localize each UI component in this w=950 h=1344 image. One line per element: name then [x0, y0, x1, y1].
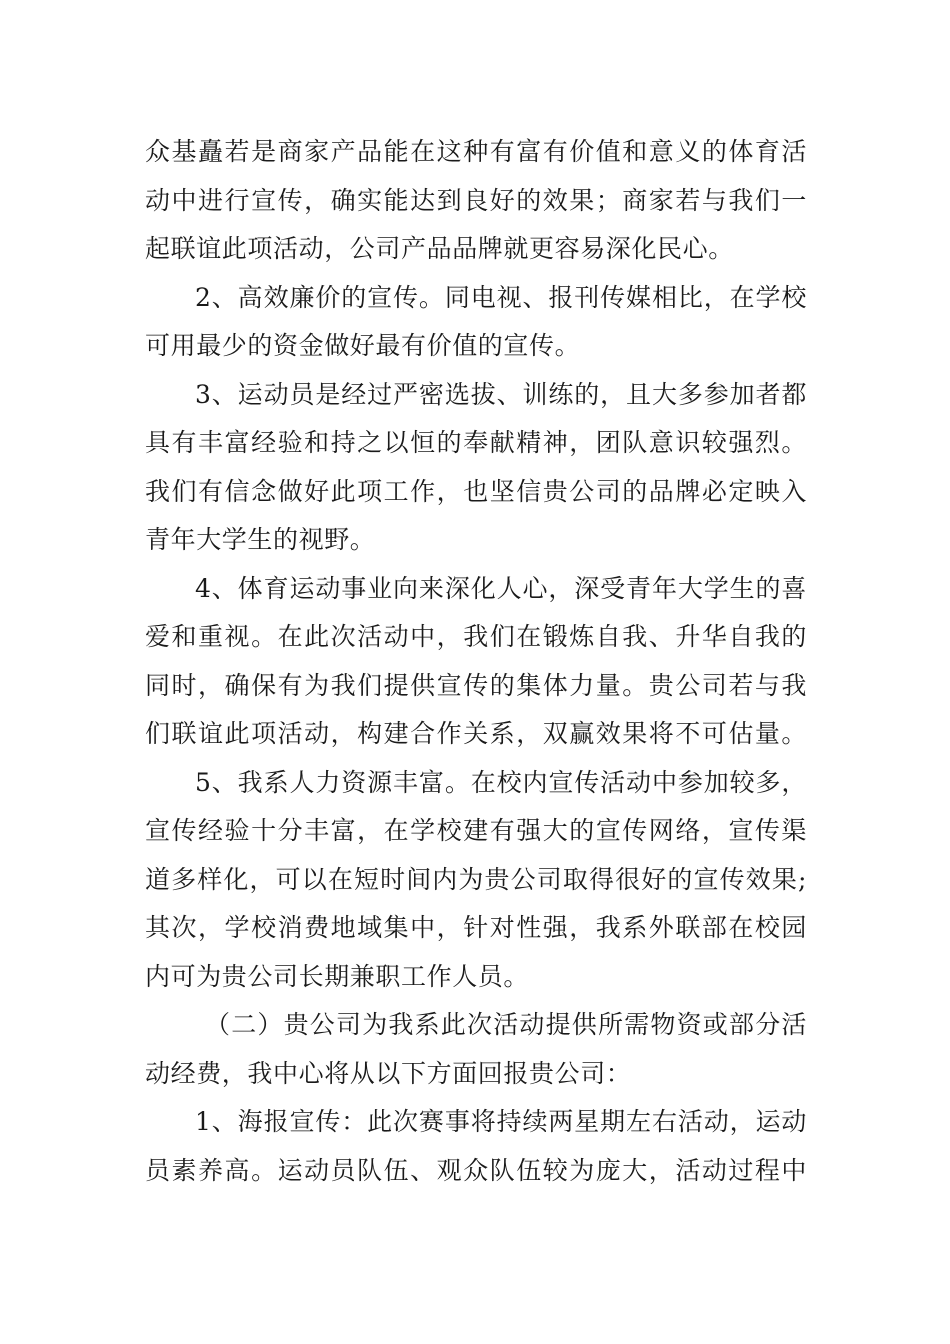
text-line: 青年大学生的视野。	[145, 525, 376, 554]
text-line: 动中进行宣传，确实能达到良好的效果；商家若与我们一	[145, 185, 807, 215]
text-line: 员素养高。运动员队伍、观众队伍较为庞大，活动过程中	[145, 1155, 807, 1185]
paragraph-first-line: 1、海报宣传：此次赛事将持续两星期左右活动，运动	[195, 1107, 807, 1136]
text-line: 道多样化，可以在短时间内为贵公司取得很好的宣传效果;	[145, 864, 807, 894]
text-line: 宣传经验十分丰富，在学校建有强大的宣传网络，宣传渠	[145, 816, 807, 845]
text-line: 同时，确保有为我们提供宣传的集体力量。贵公司若与我	[145, 670, 807, 700]
text-line: 可用最少的资金做好最有价值的宣传。	[145, 331, 581, 360]
section-heading-line: （二）贵公司为我系此次活动提供所需物资或部分活	[205, 1010, 807, 1039]
text-line: 起联谊此项活动，公司产品品牌就更容易深化民心。	[145, 234, 734, 263]
text-line: 我们有信念做好此项工作，也坚信贵公司的品牌必定映入	[145, 476, 807, 506]
text-line: 动经费，我中心将从以下方面回报贵公司：	[145, 1058, 632, 1088]
text-line: 其次，学校消费地域集中，针对性强，我系外联部在校园	[145, 913, 807, 942]
paragraph-first-line: 5、我系人力资源丰富。在校内宣传活动中参加较多，	[195, 767, 807, 797]
document-body	[145, 128, 807, 1195]
text-line: 内可为贵公司长期兼职工作人员。	[145, 961, 530, 991]
text-line: 具有丰富经验和持之以恒的奉献精神，团队意识较强烈。	[145, 428, 807, 457]
paragraph-first-line: 4、体育运动事业向来深化人心，深受青年大学生的喜	[195, 573, 807, 603]
text-line: 众基矗若是商家产品能在这种有富有价值和意义的体育活	[145, 137, 807, 166]
text-line: 爱和重视。在此次活动中，我们在锻炼自我、升华自我的	[145, 622, 807, 651]
text-line: 们联谊此项活动，构建合作关系，双赢效果将不可估量。	[145, 719, 807, 748]
paragraph-first-line: 3、运动员是经过严密选拔、训练的，且大多参加者都	[195, 379, 807, 409]
paragraph-first-line: 2、高效廉价的宣传。同电视、报刊传媒相比，在学校	[195, 282, 807, 312]
